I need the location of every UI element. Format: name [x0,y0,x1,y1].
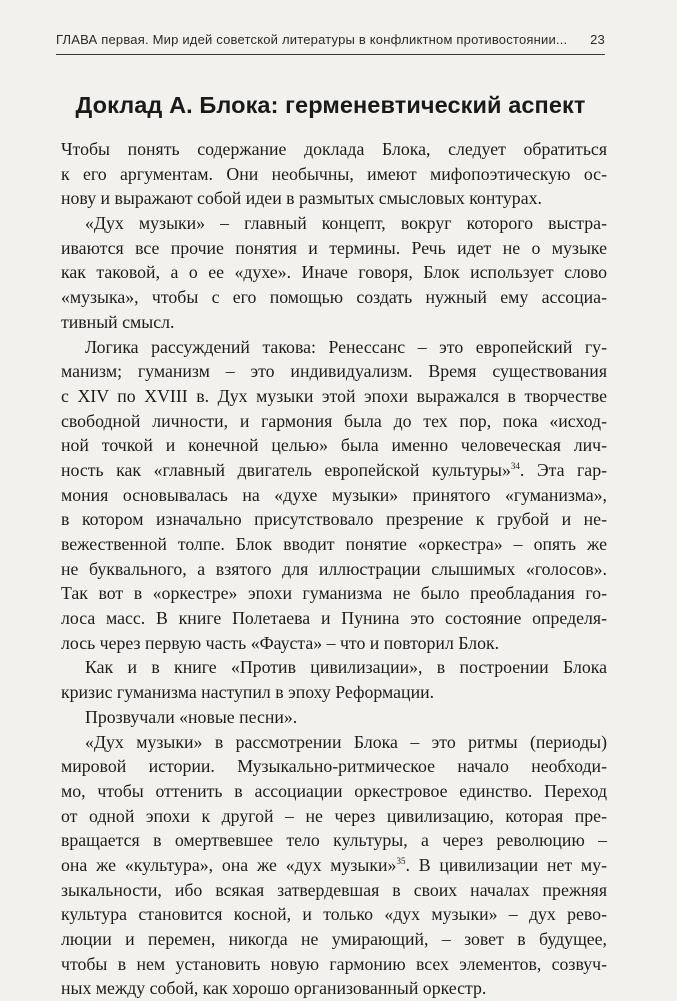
text-line: лось через первую часть «Фауста» – что и повторил Блок. [61,632,500,653]
text-line: «Дух музыки» в рассмотрении Блока – это ритмы (периоды) [85,731,607,752]
running-title: ГЛАВА первая. Мир идей советской литературы в конфликтном противостоянии... [56,32,568,47]
text-line: мировой истории. Музыкально-ритмическое начало необходи- [61,756,607,777]
text-line: Чтобы понять содержание доклада Блока, следует обратиться [61,139,607,159]
text-segment: . Эта гар- [519,459,608,480]
text-line: «Дух музыки» – главный концепт, вокруг которого выстра- [85,213,607,234]
text-line: к его аргументам. Они необычны, имеют мифопоэтическую ос- [61,163,607,184]
text-line: «музыка», чтобы с его помощью создать нужный ему ассоциа- [61,287,607,308]
page-number: 23 [590,32,605,47]
text-line: манизм; гуманизм – это индивидуализм. Время существования [61,361,607,382]
body-text [61,137,607,1001]
text-line: Прозвучали «новые песни». [85,706,298,727]
text-line: лоса масс. В книге Полетаева и Пунина это состояние определя- [61,608,607,629]
text-line: ных между собой, как хорошо организованный оркестр. [61,978,487,999]
text-line: Логика рассуждений такова: Ренессанс – это европейский гу- [85,336,607,357]
text-line: вежественной толпе. Блок вводит понятие «оркестра» – опять же [61,534,607,554]
text-line: иваются все прочие понятия и термины. Речь идет не о музыке [61,237,607,258]
header-rule [56,54,605,55]
text-line: от одной эпохи к другой – не через цивилизацию, которая пре- [61,805,607,826]
text-line: чтобы в нем установить новую гармонию всех элементов, созвуч- [61,953,607,974]
text-line: в котором изначально присутствовало презрение к грубой и не- [61,509,607,530]
text-segment: . В цивилизации нет му- [405,854,607,875]
text-segment: она же «культура», она же «дух музыки» [61,854,397,875]
text-line: нову и выражают собой идеи в размытых смысловых контурах. [61,188,542,209]
text-line: мо, чтобы оттенить в ассоциации оркестровое единство. Переход [61,780,607,801]
text-line: тивный смысл. [61,311,175,332]
text-line [61,853,607,878]
text-segment: ность как «главный двигатель европейской культуры» [61,459,511,480]
text-line: с XIV по XVIII в. Дух музыки этой эпохи выражался в творчестве [61,385,607,406]
text-line: культура становится косной, и только «дух музыки» – дух рево- [61,904,607,925]
text-line: Как и в книге «Против цивилизации», в построении Блока [85,657,607,678]
text-line: люции и перемен, никогда не умирающий, – зовет в будущее, [61,929,607,949]
text-line: кризис гуманизма наступил в эпоху Реформации. [61,682,435,703]
text-line: Так вот в «оркестре» эпохи гуманизма не было преобладания го- [61,583,607,604]
text-line: свободной личности, и гармония была до тех пор, пока «исход- [61,410,607,431]
footnote-ref[interactable]: 34 [510,460,520,471]
footnote-ref[interactable]: 35 [396,855,406,866]
text-line: не буквального, а взятого для иллюстрации слышимых «голосов». [61,558,607,579]
text-line: мония основывалась на «духе музыки» принятого «гуманизма», [61,484,607,505]
text-line [61,458,607,483]
section-title: Доклад А. Блока: герменевтический аспект [75,92,586,118]
text-line: зыкальности, ибо всякая затвердевшая в своих началах прежняя [61,879,607,900]
text-line: как таковой, а о ее «духе». Иначе говоря, Блок использует слово [61,262,607,283]
text-line: вращается в омертвевшее тело культуры, а через революцию – [61,830,607,851]
text-line: ной точкой и конечной целью» была именно человеческая лич- [61,435,607,456]
